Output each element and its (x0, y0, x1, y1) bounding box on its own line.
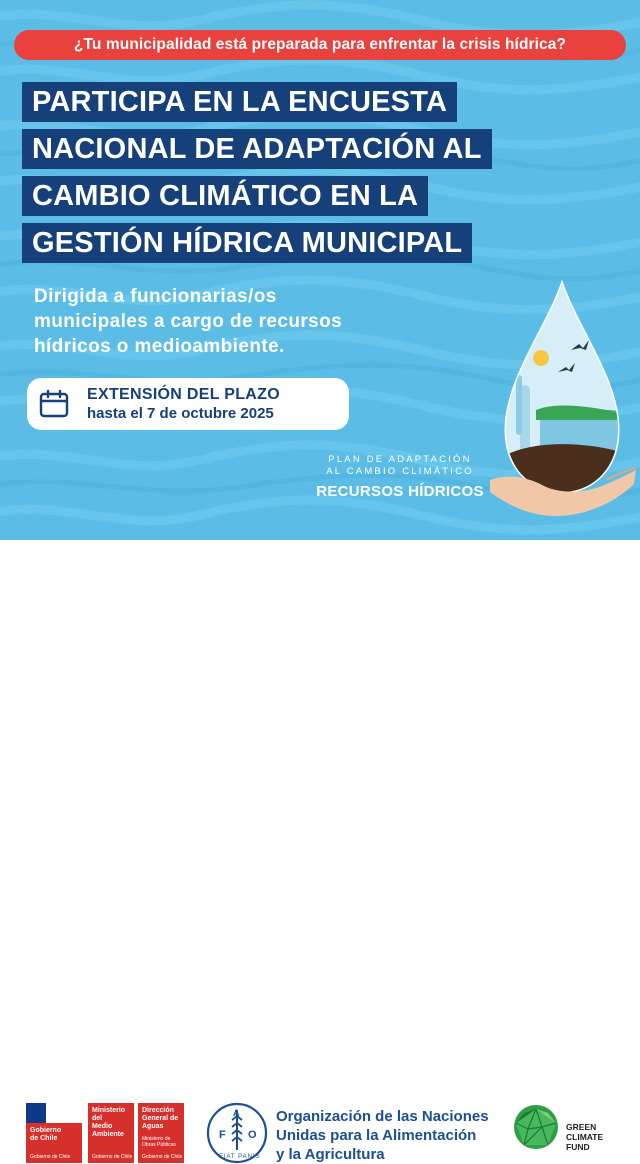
ministerio-name-line-3: Ambiente (92, 1131, 124, 1138)
calendar-icon (39, 389, 69, 419)
fao-emblem-icon (206, 1102, 268, 1164)
ministerio-name-line-1: Ministerio del (92, 1107, 126, 1122)
deadline-heading: EXTENSIÓN DEL PLAZO (87, 386, 280, 403)
subtitle-line-3: hídricos o medioambiente. (34, 336, 285, 357)
dga-name (142, 1107, 178, 1131)
gobierno-name-line-1: Gobierno (30, 1127, 62, 1134)
direccion-general-aguas-logo (138, 1103, 184, 1163)
svg-text:A: A (233, 1108, 240, 1118)
gcf-name-line-1: GREEN (566, 1122, 597, 1132)
gobierno-name (30, 1127, 61, 1143)
deadline-text (87, 385, 280, 423)
ministerio-bottom-text: Gobierno de Chile (92, 1154, 133, 1160)
gcf-name (566, 1122, 603, 1152)
title-line-3: CAMBIO CLIMÁTICO EN LA (22, 176, 428, 216)
gobierno-de-chile-logo (26, 1103, 82, 1163)
deadline-date: hasta el 7 de octubre 2025 (87, 405, 274, 422)
fao-name-line-2: Unidas para la Alimentación (276, 1127, 477, 1144)
dga-sub-line-1: Ministerio de (142, 1136, 171, 1142)
title-line-2: NACIONAL DE ADAPTACIÓN AL (22, 129, 492, 169)
hero-section (0, 0, 640, 540)
gcf-name-line-3: FUND (566, 1142, 590, 1152)
dga-name-line-1: Dirección (142, 1107, 174, 1114)
subtitle-line-1: Dirigida a funcionarias/os (34, 286, 277, 307)
plan-line-1: PLAN DE ADAPTACIÓN (328, 454, 472, 465)
gobierno-name-line-2: de Chile (30, 1135, 58, 1142)
chile-flag-blue-block (26, 1103, 46, 1123)
fao-name-line-1: Organización de las Naciones (276, 1108, 489, 1125)
audience-subtitle (34, 284, 434, 359)
plan-line-3: RECURSOS HÍDRICOS (316, 483, 484, 500)
footer-logos (0, 540, 640, 1163)
dga-name-line-2: General de (142, 1115, 179, 1122)
dga-name-line-3: Aguas (142, 1123, 164, 1130)
ministerio-medio-ambiente-logo (88, 1103, 134, 1163)
subtitle-line-2: municipales a cargo de recursos (34, 311, 343, 332)
water-drop-illustration (486, 280, 638, 520)
plan-logo-text (300, 454, 500, 503)
ministerio-name-line-2: Medio (92, 1123, 113, 1130)
svg-text:F: F (219, 1129, 226, 1141)
gobierno-bottom-text: Gobierno de Chile (30, 1154, 71, 1160)
dga-sub (142, 1136, 176, 1148)
svg-text:FIAT PANIS: FIAT PANIS (219, 1154, 261, 1160)
dga-sub-line-2: Obras Públicas (142, 1142, 176, 1148)
top-question-banner: ¿Tu municipalidad está preparada para enfrentar la crisis hídrica? (14, 30, 626, 60)
svg-text:O: O (248, 1129, 257, 1141)
dga-bottom-text: Gobierno de Chile (142, 1154, 183, 1160)
green-climate-fund-globe-icon (512, 1103, 560, 1151)
deadline-card (27, 378, 349, 430)
fao-name-line-3: y la Agricultura (276, 1146, 385, 1163)
title-line-4: GESTIÓN HÍDRICA MUNICIPAL (22, 223, 472, 263)
gcf-name-line-2: CLIMATE (566, 1132, 604, 1142)
ministerio-name (92, 1107, 134, 1139)
plan-line-2: AL CAMBIO CLIMÁTICO (326, 466, 474, 477)
title-line-1: PARTICIPA EN LA ENCUESTA (22, 82, 457, 122)
fao-name (276, 1107, 489, 1164)
